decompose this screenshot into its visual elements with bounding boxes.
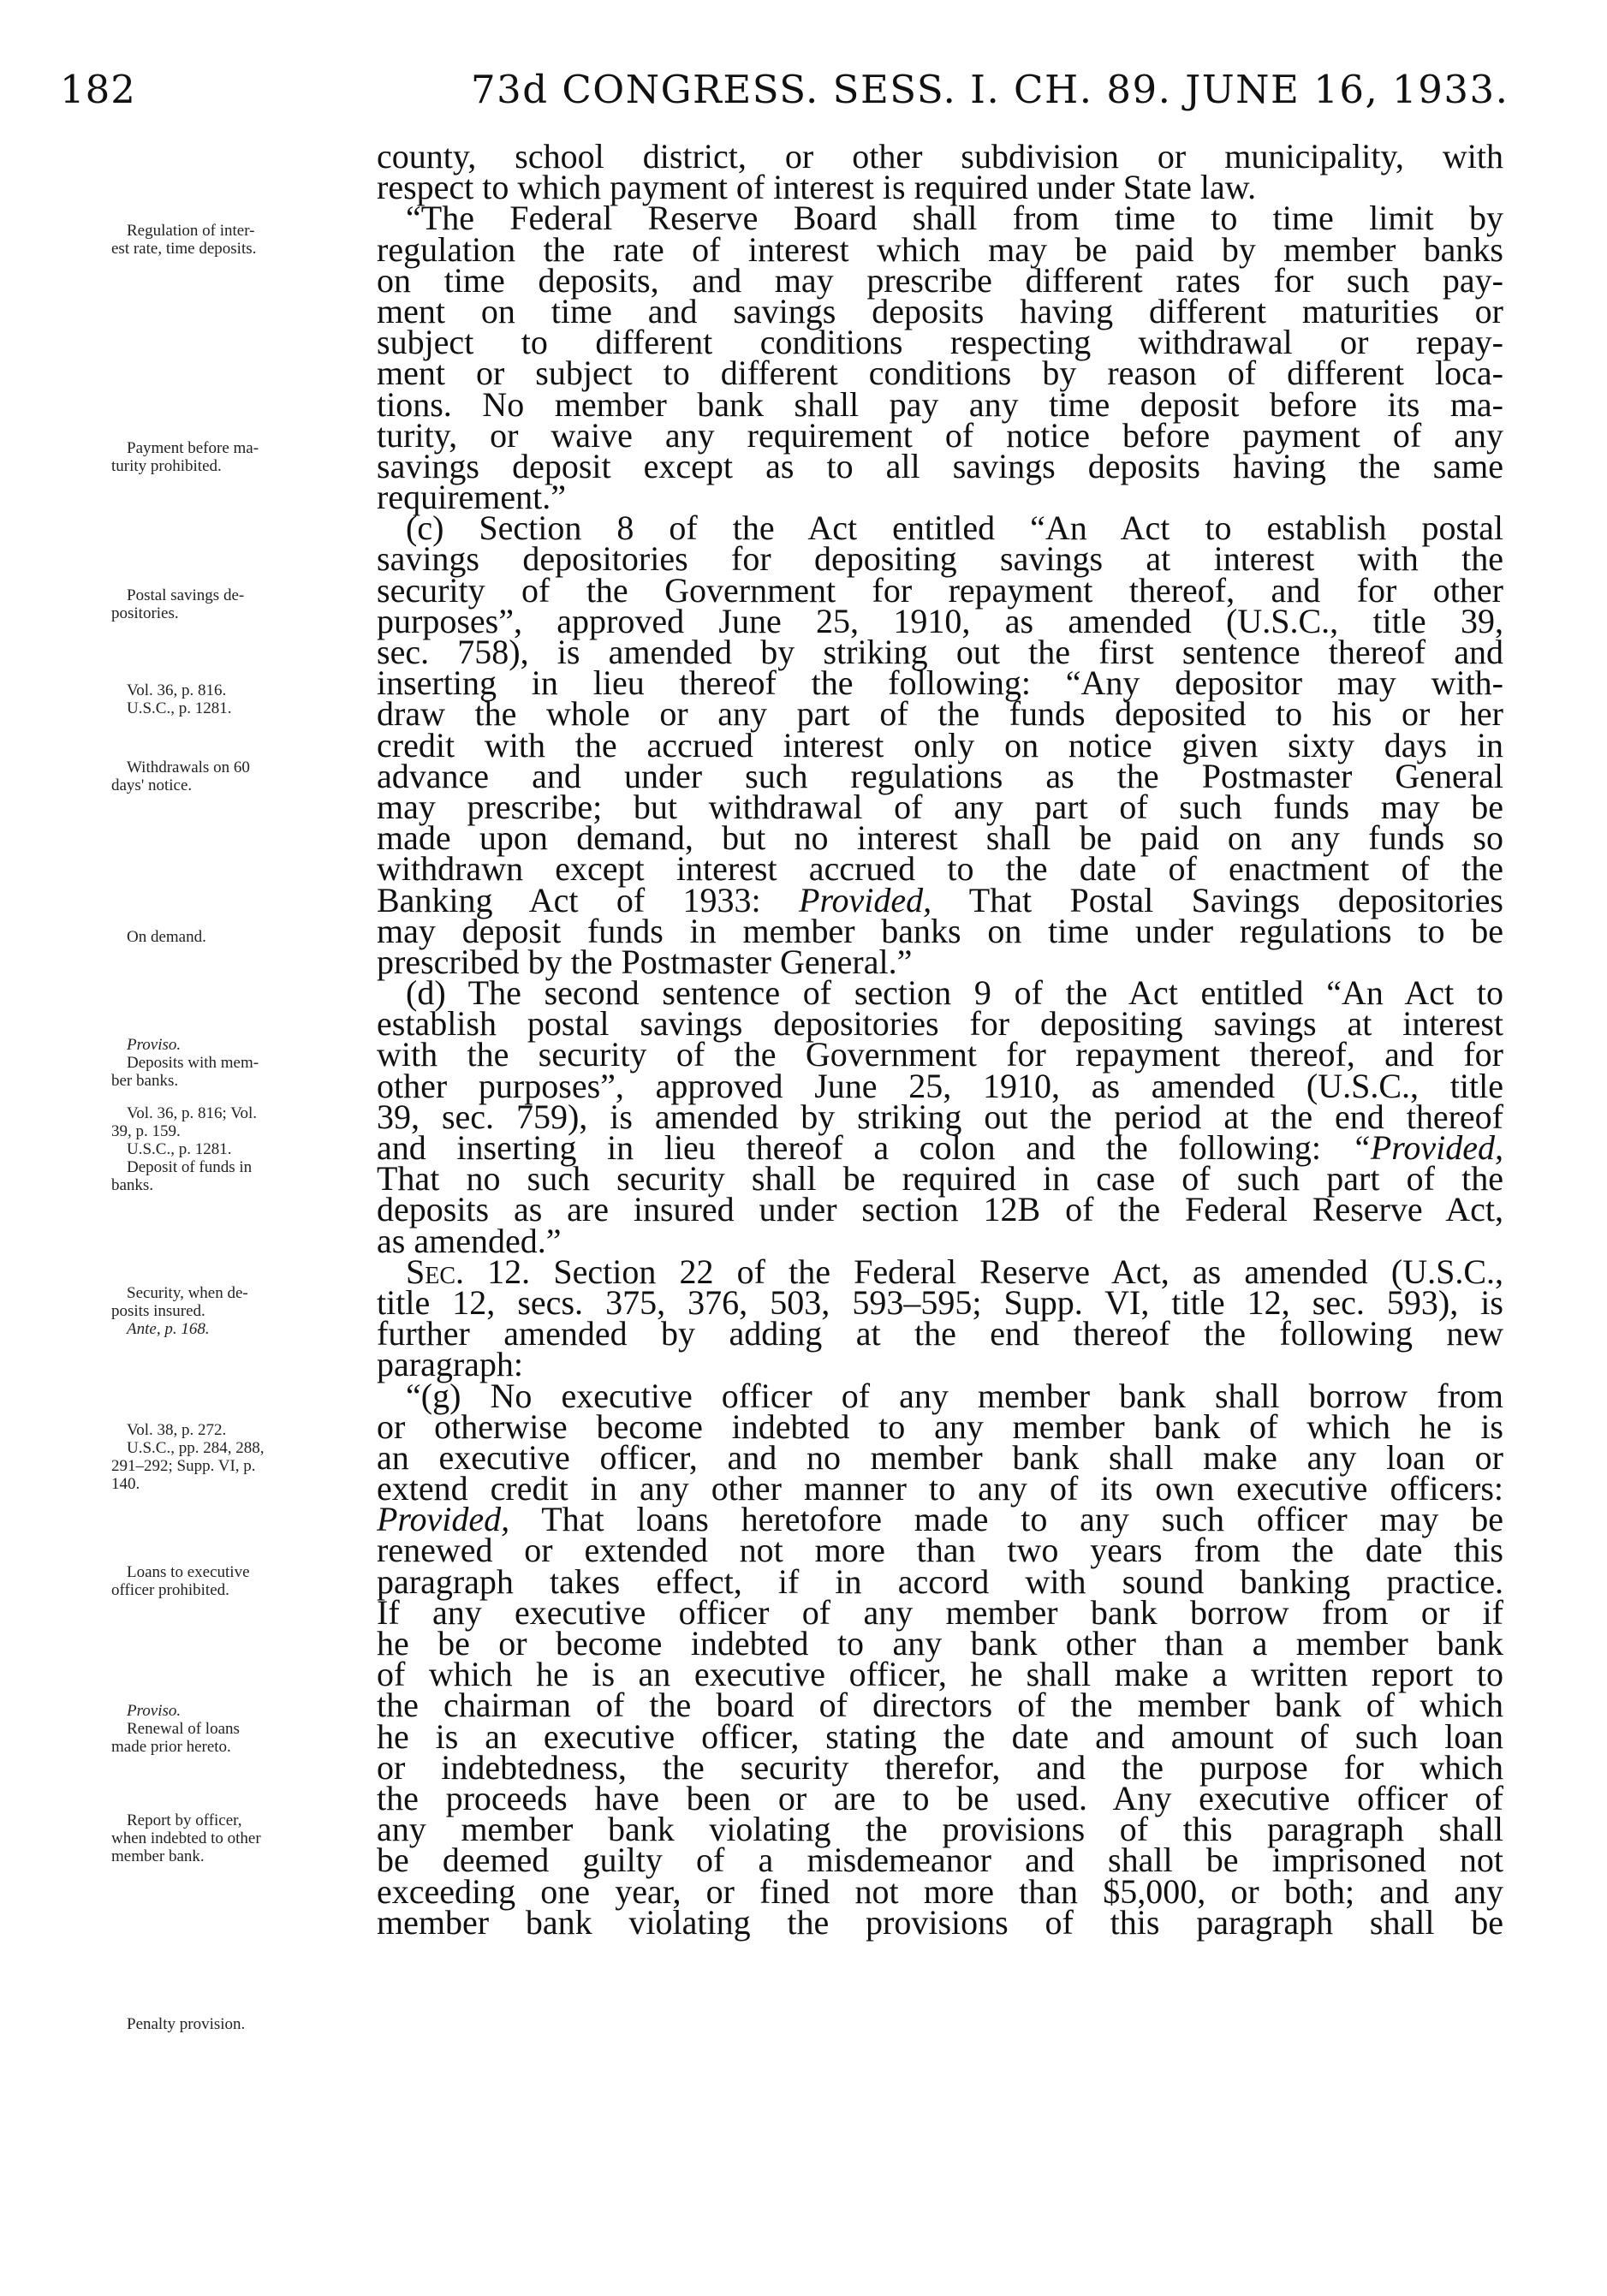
margin-note: Security, when de- posits insured. Ante, p. 168. xyxy=(111,1284,248,1338)
text-line: with the security of the Government for repayment thereof, and for xyxy=(377,1035,1503,1074)
text-line: establish postal savings depositories for depositing savings at interest xyxy=(377,1004,1503,1044)
text-line: ment on time and savings deposits having different maturities or xyxy=(377,291,1503,330)
running-head: 73d CONGRESS. SESS. I. CH. 89. JUNE 16, 1933. xyxy=(471,67,1509,112)
text-line: withdrawn except interest accrued to the date of enactment of the xyxy=(377,849,1503,889)
section-label: Sec. 12. xyxy=(406,1252,531,1291)
margin-note: Penalty provision. xyxy=(127,2015,246,2033)
text-line: credit with the accrued interest only on notice given sixty days in xyxy=(377,725,1503,764)
text-line: of which he is an executive officer, he shall make a written report to xyxy=(377,1655,1503,1694)
text-line: Banking Act of 1933: Provided, That Postal Savings depositories xyxy=(377,880,1503,919)
text-line: on time deposits, and may prescribe different rates for such pay- xyxy=(377,260,1503,300)
text-line: ment or subject to different conditions by reason of different loca- xyxy=(377,354,1503,393)
margin-note: Vol. 36, p. 816. U.S.C., p. 1281. xyxy=(127,681,232,717)
text-line: inserting in lieu thereof the following: “Any depositor may with- xyxy=(377,663,1503,703)
text-line: the chairman of the board of directors of the member bank of which xyxy=(377,1686,1503,1725)
text-line: subject to different conditions respecting withdrawal or repay- xyxy=(377,323,1503,362)
text-line: as amended.” xyxy=(377,1221,562,1260)
text-line: paragraph: xyxy=(377,1345,524,1384)
text-line: Provided, That loans heretofore made to any such officer may be xyxy=(377,1500,1504,1539)
text-line: exceeding one year, or fined not more than $5,000, or both; and any xyxy=(377,1871,1503,1911)
text-line: Sec. 12. Section 22 of the Federal Reserve Act, as amended (U.S.C., xyxy=(406,1252,1504,1291)
text-line: draw the whole or any part of the funds deposited to his or her xyxy=(377,694,1503,734)
text-line: advance and under such regulations as the Postmaster General xyxy=(377,756,1503,795)
text-line: security of the Government for repayment thereof, and for other xyxy=(377,570,1503,610)
text-line: or indebtedness, the security therefor, and the purpose for which xyxy=(377,1747,1503,1787)
text-line: tions. No member bank shall pay any time deposit before its ma- xyxy=(377,384,1503,424)
text-line: If any executive officer of any member bank borrow from or if xyxy=(377,1592,1503,1632)
text-line: he is an executive officer, stating the date and amount of such loan xyxy=(377,1716,1503,1756)
text-line: deposits as are insured under section 12B of the Federal Reserve Act, xyxy=(377,1190,1503,1229)
text-line: renewed or extended not more than two years from the date this xyxy=(377,1531,1503,1570)
page-number: 182 xyxy=(60,67,136,112)
text-line: made upon demand, but no interest shall be paid on any funds so xyxy=(377,818,1503,858)
text-line: extend credit in any other manner to any of its own executive officers: xyxy=(377,1469,1503,1508)
text-line: sec. 758), is amended by striking out the first sentence thereof and xyxy=(377,633,1503,671)
margin-note: Withdrawals on 60 days' notice. xyxy=(111,758,250,794)
text-line: be deemed guilty of a misdemeanor and shall be imprisoned not xyxy=(377,1841,1503,1880)
page-header xyxy=(60,67,1509,118)
text-line: “The Federal Reserve Board shall from time to time limit by xyxy=(406,199,1503,238)
text-line: savings deposit except as to all savings deposits having the same xyxy=(377,446,1503,485)
text-line: paragraph takes effect, if in accord with sound banking practice. xyxy=(377,1561,1503,1601)
text-line: turity, or waive any requirement of notice before payment of any xyxy=(377,415,1503,455)
text-line: or otherwise become indebted to any member bank of which he is xyxy=(377,1407,1503,1446)
margin-note: Regulation of inter- est rate, time deposits. xyxy=(111,222,257,258)
margin-note: Vol. 36, p. 816; Vol. 39, p. 159. U.S.C., p. 1281. Deposit of funds in banks. xyxy=(111,1104,258,1194)
text-line: an executive officer, and no member bank shall make any loan or xyxy=(377,1437,1503,1477)
margin-note: Postal savings de- positories. xyxy=(111,586,245,622)
statute-body-text xyxy=(377,137,1504,1942)
text-line: the proceeds have been or are to be used. Any executive officer of xyxy=(377,1778,1503,1817)
text-line: purposes”, approved June 25, 1910, as amended (U.S.C., title 39, xyxy=(377,601,1503,640)
text-line: savings depositories for depositing savings at interest with the xyxy=(377,539,1503,579)
text-line: any member bank violating the provisions of this paragraph shall xyxy=(377,1810,1503,1849)
text-line: may deposit funds in member banks on time under regulations to be xyxy=(377,911,1503,950)
margin-note: Vol. 38, p. 272. U.S.C., pp. 284, 288, 291–292; Supp. VI, p. 140. xyxy=(111,1421,265,1493)
text-line: other purposes”, approved June 25, 1910, as amended (U.S.C., title xyxy=(377,1066,1503,1105)
margin-note: Payment before ma- turity prohibited. xyxy=(111,439,259,475)
text-line: may prescribe; but withdrawal of any part of such funds may be xyxy=(377,787,1503,826)
margin-note: Report by officer, when indebted to other member bank. xyxy=(111,1811,261,1865)
text-line: and inserting in lieu thereof a colon and the following: “Provided, xyxy=(377,1128,1504,1167)
text-line: prescribed by the Postmaster General.” xyxy=(377,942,913,981)
margin-note: Proviso. Deposits with mem- ber banks. xyxy=(111,1036,259,1090)
text-line: he be or become indebted to any bank other than a member bank xyxy=(377,1624,1503,1663)
text-line: (d) The second sentence of section 9 of the Act entitled “An Act to xyxy=(406,973,1503,1013)
margin-note: Proviso. Renewal of loans made prior hereto. xyxy=(111,1702,240,1756)
margin-note: On demand. xyxy=(127,928,206,946)
text-line: (c) Section 8 of the Act entitled “An Act to establish postal xyxy=(406,509,1503,548)
text-line: title 12, secs. 375, 376, 503, 593–595; Supp. VI, title 12, sec. 593), is xyxy=(377,1282,1503,1322)
text-line: requirement.” xyxy=(377,478,566,517)
text-line: regulation the rate of interest which may be paid by member banks xyxy=(377,229,1503,269)
text-line: further amended by adding at the end thereof the following new xyxy=(377,1314,1503,1353)
text-line: 39, sec. 759), is amended by striking out the period at the end thereof xyxy=(377,1097,1503,1136)
text-line: county, school district, or other subdivision or municipality, with xyxy=(377,137,1503,175)
text-line: “(g) No executive officer of any member bank shall borrow from xyxy=(406,1376,1503,1415)
margin-note: Loans to executive officer prohibited. xyxy=(111,1563,250,1599)
text-line: That no such security shall be required in case of such part of the xyxy=(377,1159,1503,1199)
text-line: respect to which payment of interest is required under State law. xyxy=(377,168,1257,207)
text-line: member bank violating the provisions of this paragraph shall be xyxy=(377,1902,1503,1942)
